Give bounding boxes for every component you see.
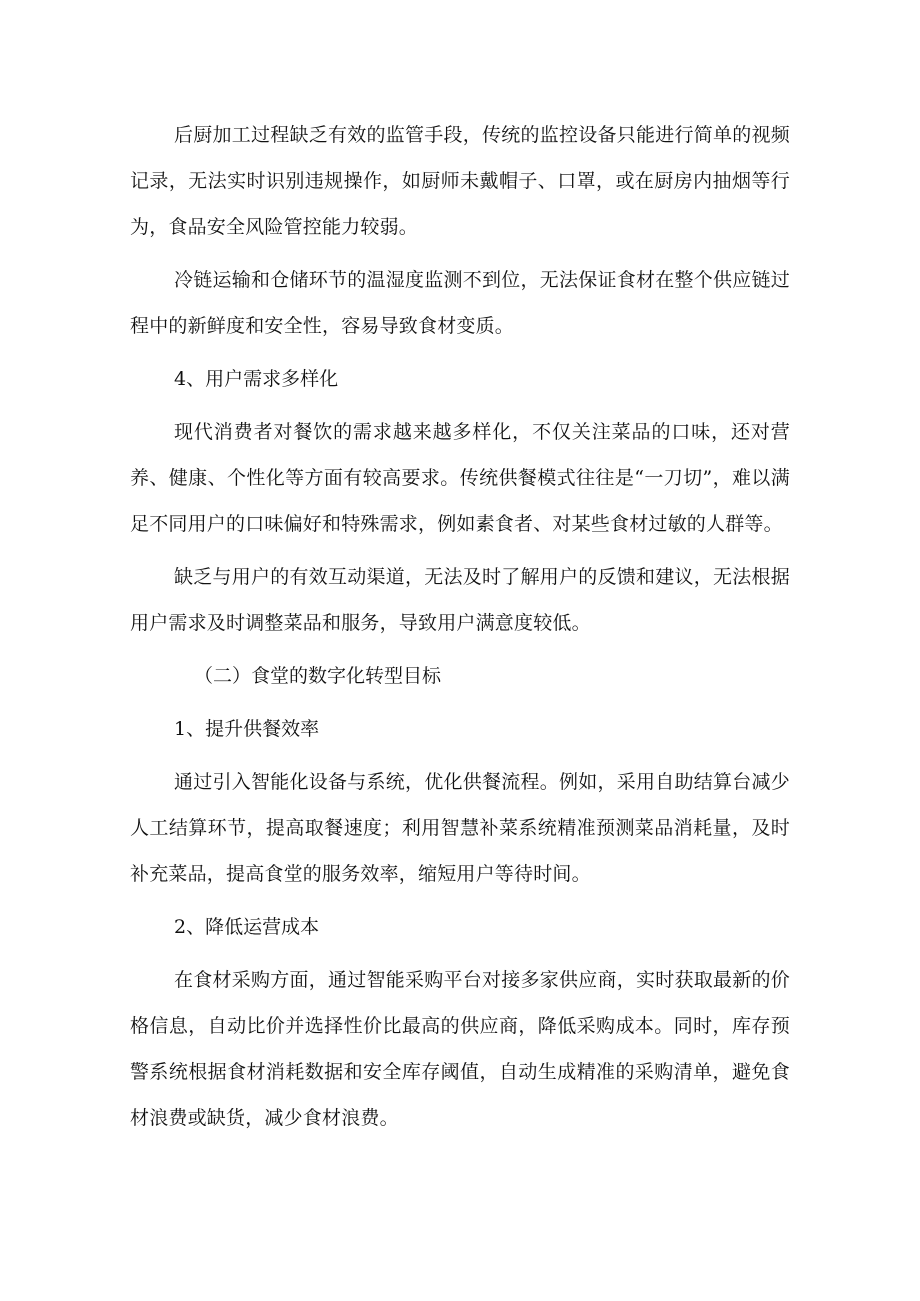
paragraph-diverse-needs: 现代消费者对餐饮的需求越来越多样化，不仅关注菜品的口味，还对营养、健康、个性化等方面有较高要求。传统供餐模式往往是“一刀切”，难以满足不同用户的口味偏好和特殊需求，例如素食者、对某些食材过敏的人群等。 xyxy=(130,421,790,535)
paragraph-kitchen-supervision: 后厨加工过程缺乏有效的监管手段，传统的监控设备只能进行简单的视频记录，无法实时识别违规操作，如厨师未戴帽子、口罩，或在厨房内抽烟等行为，食品安全风险管控能力较弱。 xyxy=(130,124,790,238)
paragraph-efficiency: 通过引入智能化设备与系统，优化供餐流程。例如，采用自助结算台减少人工结算环节，提高取餐速度；利用智慧补菜系统精准预测菜品消耗量，及时补充菜品，提高食堂的服务效率，缩短用户等待时间。 xyxy=(130,771,790,885)
section-heading-transformation-goals: （二）食堂的数字化转型目标 xyxy=(194,665,442,687)
heading-reduce-cost: 2、降低运营成本 xyxy=(174,916,320,938)
paragraph-cost: 在食材采购方面，通过智能采购平台对接多家供应商，实时获取最新的价格信息，自动比价并选择性价比最高的供应商，降低采购成本。同时，库存预警系统根据食材消耗数据和安全库存阈值，自动生成精准的采购清单，避免食材浪费或缺货，减少食材浪费。 xyxy=(130,969,790,1129)
paragraph-interaction-channel: 缺乏与用户的有效互动渠道，无法及时了解用户的反馈和建议，无法根据用户需求及时调整菜品和服务，导致用户满意度较低。 xyxy=(130,566,790,634)
document-body xyxy=(130,112,790,1148)
paragraph-cold-chain: 冷链运输和仓储环节的温湿度监测不到位，无法保证食材在整个供应链过程中的新鲜度和安全性，容易导致食材变质。 xyxy=(130,269,790,337)
heading-user-demand: 4、用户需求多样化 xyxy=(174,368,339,390)
heading-improve-efficiency: 1、提升供餐效率 xyxy=(174,718,320,740)
